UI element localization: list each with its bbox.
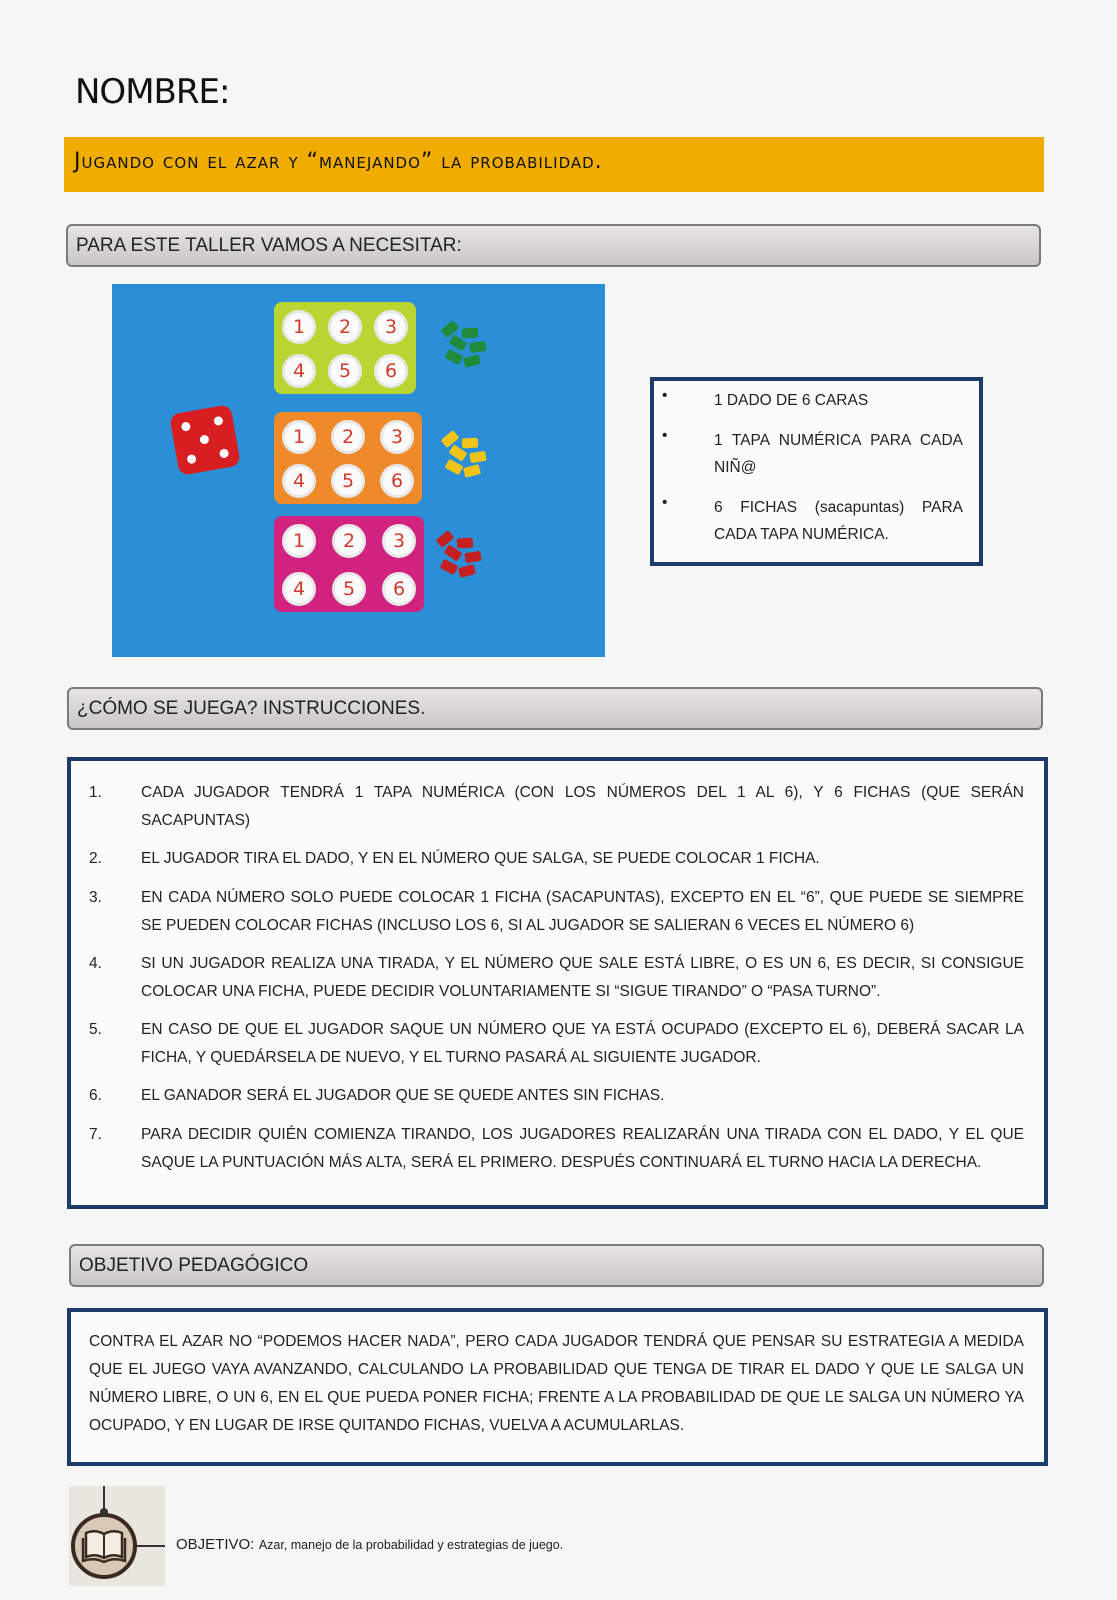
sharpener-token	[463, 354, 481, 368]
sharpener-token	[462, 438, 479, 449]
materials-item-die: 1 DADO DE 6 CARAS	[714, 392, 869, 409]
number-tray	[274, 516, 424, 612]
number-cap: 1	[282, 420, 316, 454]
footer-label: OBJETIVO:	[176, 1536, 255, 1553]
number-tray	[274, 302, 416, 394]
number-cap: 3	[382, 524, 416, 558]
number-cap: 5	[331, 464, 365, 498]
footer-value: Azar, manejo de la probabilidad y estrategias de juego.	[258, 1538, 564, 1552]
instructions-heading: ¿CÓMO SE JUEGA? INSTRUCCIONES.	[77, 698, 426, 719]
objective-heading-bar	[69, 1244, 1044, 1287]
materials-list: • 1 DADO DE 6 CARAS • 1 TAPA NUMÉRICA PARA CADA NIÑ@ • 6 FICHAS (sacapuntas) PARA CADA TAPA NUMÉRICA.	[650, 377, 983, 566]
number-cap: 5	[328, 354, 362, 388]
objective-box	[67, 1308, 1048, 1466]
number-cap: 6	[382, 572, 416, 606]
die-icon	[169, 404, 241, 476]
number-cap: 4	[282, 464, 316, 498]
sharpener-token	[458, 564, 476, 578]
sharpener-token	[462, 328, 479, 339]
number-cap: 4	[282, 354, 316, 388]
number-cap: 6	[374, 354, 408, 388]
sharpener-token	[463, 464, 481, 478]
instructions-list: 1. CADA JUGADOR TENDRÁ 1 TAPA NUMÉRICA (CON LOS NÚMEROS DEL 1 AL 6), Y 6 FICHAS (QUE SERÁN SACAPUNTAS) 2. EL JUGADOR TIRA EL DADO, Y EN EL NÚMERO QUE SALGA, SE PUEDE COLOCAR 1 FICHA. 3. EN CADA NÚMERO SOLO PUEDE COLOCAR 1 FICHA (SACAPUNTAS), EXCEPTO EN EL “6”, QUE PUEDE SE SIEMPRE SE PUEDEN COLOCAR FICHAS (INCLUSO LOS 6, SI AL JUGADOR SE SALIERAN 6 VECES EL NÚMERO 6) 4. SI UN JUGADOR REALIZA UNA TIRADA, Y EL NÚMERO QUE SALE ESTÁ LIBRE, O ES UN 6, ES DECIR, SI CONSIGUE COLOCAR UNA FICHA, PUEDE DECIDIR VOLUNTARIAMENTE SI “SIGUE TIRANDO” O “PASA TURNO”. 5. EN CASO DE QUE EL JUGADOR SAQUE UN NÚMERO QUE YA ESTÁ OCUPADO (EXCEPTO EL 6), DEBERÁ SACAR LA FICHA, Y QUEDÁRSELA DE NUEVO, Y EL TURNO PASARÁ AL SIGUIENTE JUGADOR. 6. EL GANADOR SERÁ EL JUGADOR QUE SE QUEDE ANTES SIN FICHAS. 7. PARA DECIDIR QUIÉN COMIENZA TIRANDO, LOS JUGADORES REALIZARÁN UNA TIRADA CON EL DADO, Y EL QUE SAQUE LA PUNTUACIÓN MÁS ALTA, SERÁ EL PRIMERO. DESPUÉS CONTINUARÁ EL TURNO HACIA LA DERECHA.	[67, 757, 1048, 1209]
name-label: NOMBRE:	[75, 72, 230, 112]
objective-heading: OBJETIVO PEDAGÓGICO	[79, 1255, 309, 1276]
number-cap: 3	[374, 310, 408, 344]
objective-text: CONTRA EL AZAR NO “PODEMOS HACER NADA”, PERO CADA JUGADOR TENDRÁ QUE PENSAR SU ESTRATEGIA A MEDIDA QUE EL JUEGO VAYA AVANZANDO, CALCULANDO LA PROBABILIDAD QUE TENGA DE TIRAR EL DADO Y QUE LE SALGA UN NÚMERO LIBRE, O UN 6, EN EL QUE PUEDA PONER FICHA; FRENTE A LA PROBABILIDAD DE QUE LE SALGA UN NÚMERO YA OCUPADO, Y EN LUGAR DE IRSE QUITANDO FICHAS, VUELVA A ACUMULARLAS.	[89, 1333, 1024, 1434]
materials-item-tokens: 6 FICHAS (sacapuntas) PARA CADA TAPA NUMÉRICA.	[714, 499, 963, 543]
sharpener-token	[469, 451, 486, 463]
number-cap: 1	[282, 310, 316, 344]
materials-photo	[112, 284, 605, 657]
number-cap: 6	[380, 464, 414, 498]
instructions-heading-bar	[67, 687, 1043, 730]
materials-heading-bar	[66, 224, 1041, 267]
worksheet-title: Jugando con el azar y “manejando” la probabilidad.	[74, 149, 603, 174]
sharpener-token	[457, 538, 474, 549]
number-cap: 4	[282, 572, 316, 606]
number-cap: 3	[380, 420, 414, 454]
number-cap: 1	[282, 524, 316, 558]
sharpener-token	[469, 341, 486, 353]
footer-objective	[176, 1536, 563, 1554]
materials-heading: PARA ESTE TALLER VAMOS A NECESITAR:	[76, 235, 462, 256]
sharpener-token	[464, 551, 481, 563]
number-tray	[274, 412, 422, 504]
title-banner	[64, 137, 1044, 192]
number-cap: 5	[332, 572, 366, 606]
number-cap: 2	[331, 420, 365, 454]
materials-item-tray: 1 TAPA NUMÉRICA PARA CADA NIÑ@	[714, 432, 963, 476]
open-book-icon	[69, 1486, 165, 1586]
number-cap: 2	[328, 310, 362, 344]
number-cap: 2	[332, 524, 366, 558]
